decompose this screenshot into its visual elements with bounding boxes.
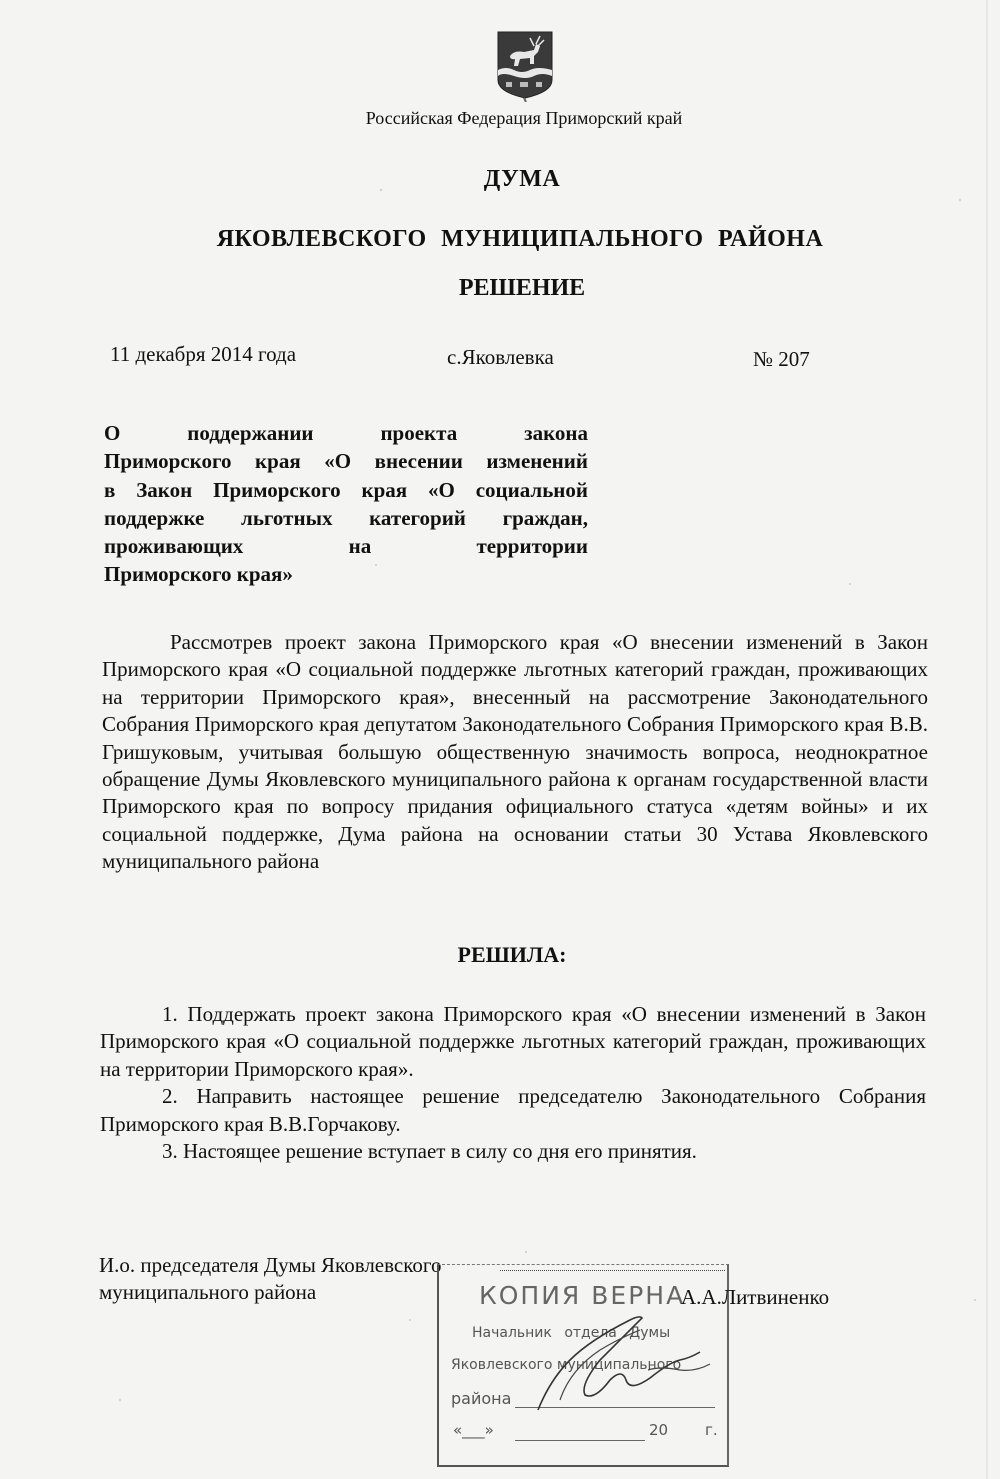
document-type-heading: РЕШЕНИЕ [458, 275, 586, 301]
signatory-title [99, 1252, 441, 1306]
stamp-line: района [451, 1389, 512, 1408]
resolution-item: 2. Направить настоящее решение председателю Законодательного Собрания Приморского края В.В.Горчакову. [100, 1084, 926, 1136]
subject-line: Приморского края» [104, 562, 293, 587]
signatory-title-line: И.о. председателя Думы Яковлевского [99, 1253, 442, 1277]
decision-subject [104, 419, 588, 589]
stamp-title: КОПИЯ ВЕРНА [479, 1281, 686, 1310]
body-name-heading: ДУМА [483, 166, 561, 192]
stamp-date-quote: «___» [453, 1421, 494, 1439]
resolution-items [100, 1001, 926, 1165]
preamble-paragraph: Рассмотрев проект закона Приморского края «О внесении изменений в Закон Приморского края «О социальной поддержке льготных категорий граждан, проживающих на территории Приморского края», внесенный на рассмотрение Законодательного Собрания Приморского края депутатом Законодательного Собрания Приморского края В.В. Гришуковым, учитывая большую общественную значимость вопроса, неоднократное обращение Думы Яковлевского муниципального района к органам государственной власти Приморского края по вопросу придания официального статуса «детям войны» и их социальной поддержке, Дума района на основании статьи 30 Устава Яковлевского муниципального района [102, 630, 928, 874]
stamp-line: Яковлевского муниципального [451, 1357, 682, 1373]
handwritten-signature [530, 1300, 720, 1430]
district-name-heading: ЯКОВЛЕВСКОГО МУНИЦИПАЛЬНОГО РАЙОНА [216, 226, 824, 252]
resolved-heading: РЕШИЛА: [457, 942, 567, 967]
resolution-item: 1. Поддержать проект закона Приморского края «О внесении изменений в Закон Приморского края «О социальной поддержке льготных категорий граждан, проживающих на территории Приморского края». [100, 1002, 926, 1081]
country-region-line: Российская Федерация Приморский край [365, 108, 683, 128]
stamp-year-suffix: г. [705, 1421, 718, 1439]
resolution-item: 3. Настоящее решение вступает в силу со дня его принятия. [162, 1139, 697, 1164]
decision-place: с.Яковлевка [447, 345, 554, 369]
stamp-line: Начальник отдела Думы [472, 1325, 671, 1341]
subject-line: в Закон Приморского края «О социальной [104, 477, 588, 502]
coat-of-arms-icon [494, 28, 556, 102]
subject-line: О поддержании проекта закона [104, 421, 588, 445]
subject-line: проживающих на территории [104, 534, 588, 559]
subject-line: Приморского края «О внесении изменений [104, 449, 588, 474]
stamp-year: 20 [649, 1421, 669, 1439]
subject-line: поддержке льготных категорий граждан, [104, 505, 588, 530]
stamp-underline [515, 1440, 645, 1441]
signatory-name: А.А.Литвиненко [681, 1285, 830, 1309]
decision-number: № 207 [753, 347, 810, 371]
signatory-title-line: муниципального района [99, 1280, 317, 1304]
decision-date: 11 декабря 2014 года [110, 342, 297, 366]
